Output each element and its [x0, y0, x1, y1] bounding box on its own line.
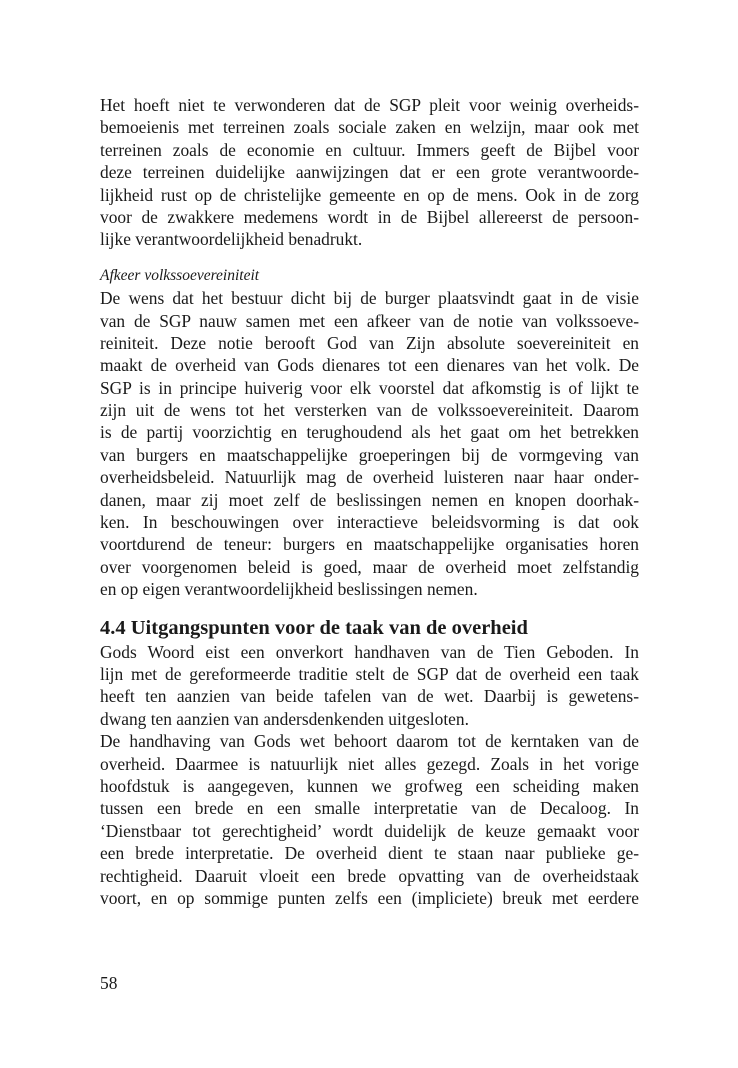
- text-line: De wens dat het bestuur dicht bij de burger plaatsvindt gaat in de visie: [100, 288, 639, 309]
- text-line: lijke verantwoordelijkheid benadrukt.: [100, 229, 363, 250]
- text-line: hoofdstuk is aangegeven, kunnen we grofweg een scheiding maken: [100, 775, 639, 796]
- subheading: Afkeer volkssoevereiniteit: [100, 266, 260, 284]
- section-heading: 4.4 Uitgangspunten voor de taak van de overheid: [100, 616, 528, 639]
- spacer: [100, 601, 639, 615]
- paragraph-2: [100, 287, 639, 600]
- text-line: maakt de overheid van Gods dienares tot een dienares van het volk. De: [100, 355, 639, 376]
- paragraph-1: [100, 94, 639, 251]
- text-line: een brede interpretatie. De overheid dient te staan naar publieke ge-: [100, 843, 639, 864]
- text-line: is de partij voorzichtig en terughoudend als het gaat om het betrekken: [100, 422, 639, 443]
- text-line: rechtigheid. Daaruit vloeit een brede opvatting van de overheidstaak: [100, 865, 639, 886]
- text-line: lijkheid rust op de christelijke gemeente en op de mens. Ook in de zorg: [100, 184, 639, 205]
- text-line: De handhaving van Gods wet behoort daarom tot de kerntaken van de: [100, 731, 639, 752]
- text-line: Gods Woord eist een onverkort handhaven van de Tien Geboden. In: [100, 641, 639, 662]
- text-line: van burgers en maatschappelijke groeperingen bij de vormgeving van: [100, 444, 639, 465]
- text-line: en op eigen verantwoordelijkheid beslissingen nemen.: [100, 579, 478, 600]
- text-line: reiniteit. Deze notie berooft God van Zijn absolute soevereiniteit en: [100, 332, 639, 353]
- page-body: [100, 94, 639, 909]
- text-line: voortdurend de teneur: burgers en maatschappelijke organisaties horen: [100, 534, 639, 555]
- text-line: ‘Dienstbaar tot gerechtigheid’ wordt duidelijk de keuze gemaakt voor: [100, 820, 639, 841]
- page-number: 58: [100, 973, 118, 993]
- text-line: van de SGP nauw samen met een afkeer van de notie van volkssoeve-: [100, 310, 639, 331]
- text-line: zijn uit de wens tot het versterken van de volkssoevereiniteit. Daarom: [100, 400, 639, 421]
- paragraph-4: [100, 730, 639, 909]
- text-line: voor de zwakkere medemens wordt in de Bijbel allereerst de persoon-: [100, 206, 639, 227]
- text-line: Het hoeft niet te verwonderen dat de SGP pleit voor weinig overheids-: [100, 95, 639, 115]
- text-line: voort, en op sommige punten zelfs een (impliciete) breuk met eerdere: [100, 887, 639, 908]
- text-line: SGP is in principe huiverig voor elk voorstel dat afkomstig is of lijkt te: [100, 377, 639, 398]
- text-line: overheid. Daarmee is natuurlijk niet alles gezegd. Zoals in het vorige: [100, 753, 639, 774]
- paragraph-3: [100, 641, 639, 731]
- text-line: over voorgenomen beleid is goed, maar de overheid moet zelfstandig: [100, 556, 639, 577]
- spacer: [100, 251, 639, 265]
- text-line: deze terreinen duidelijke aanwijzingen dat er een grote verantwoorde-: [100, 162, 639, 183]
- text-line: dwang ten aanzien van andersdenkenden uitgesloten.: [100, 708, 469, 729]
- text-line: danen, maar zij moet zelf de beslissingen nemen en knopen doorhak-: [100, 489, 639, 510]
- text-line: tussen een brede en een smalle interpretatie van de Decaloog. In: [100, 798, 639, 819]
- text-line: heeft ten aanzien van beide tafelen van de wet. Daarbij is gewetens-: [100, 686, 639, 707]
- text-line: terreinen zoals de economie en cultuur. Immers geeft de Bijbel voor: [100, 139, 639, 160]
- text-line: bemoeienis met terreinen zoals sociale zaken en welzijn, maar ook met: [100, 117, 639, 138]
- text-line: overheidsbeleid. Natuurlijk mag de overheid luisteren naar haar onder-: [100, 467, 639, 488]
- text-line: lijn met de gereformeerde traditie stelt de SGP dat de overheid een taak: [100, 663, 639, 684]
- text-line: ken. In beschouwingen over interactieve beleidsvorming is dat ook: [100, 512, 639, 533]
